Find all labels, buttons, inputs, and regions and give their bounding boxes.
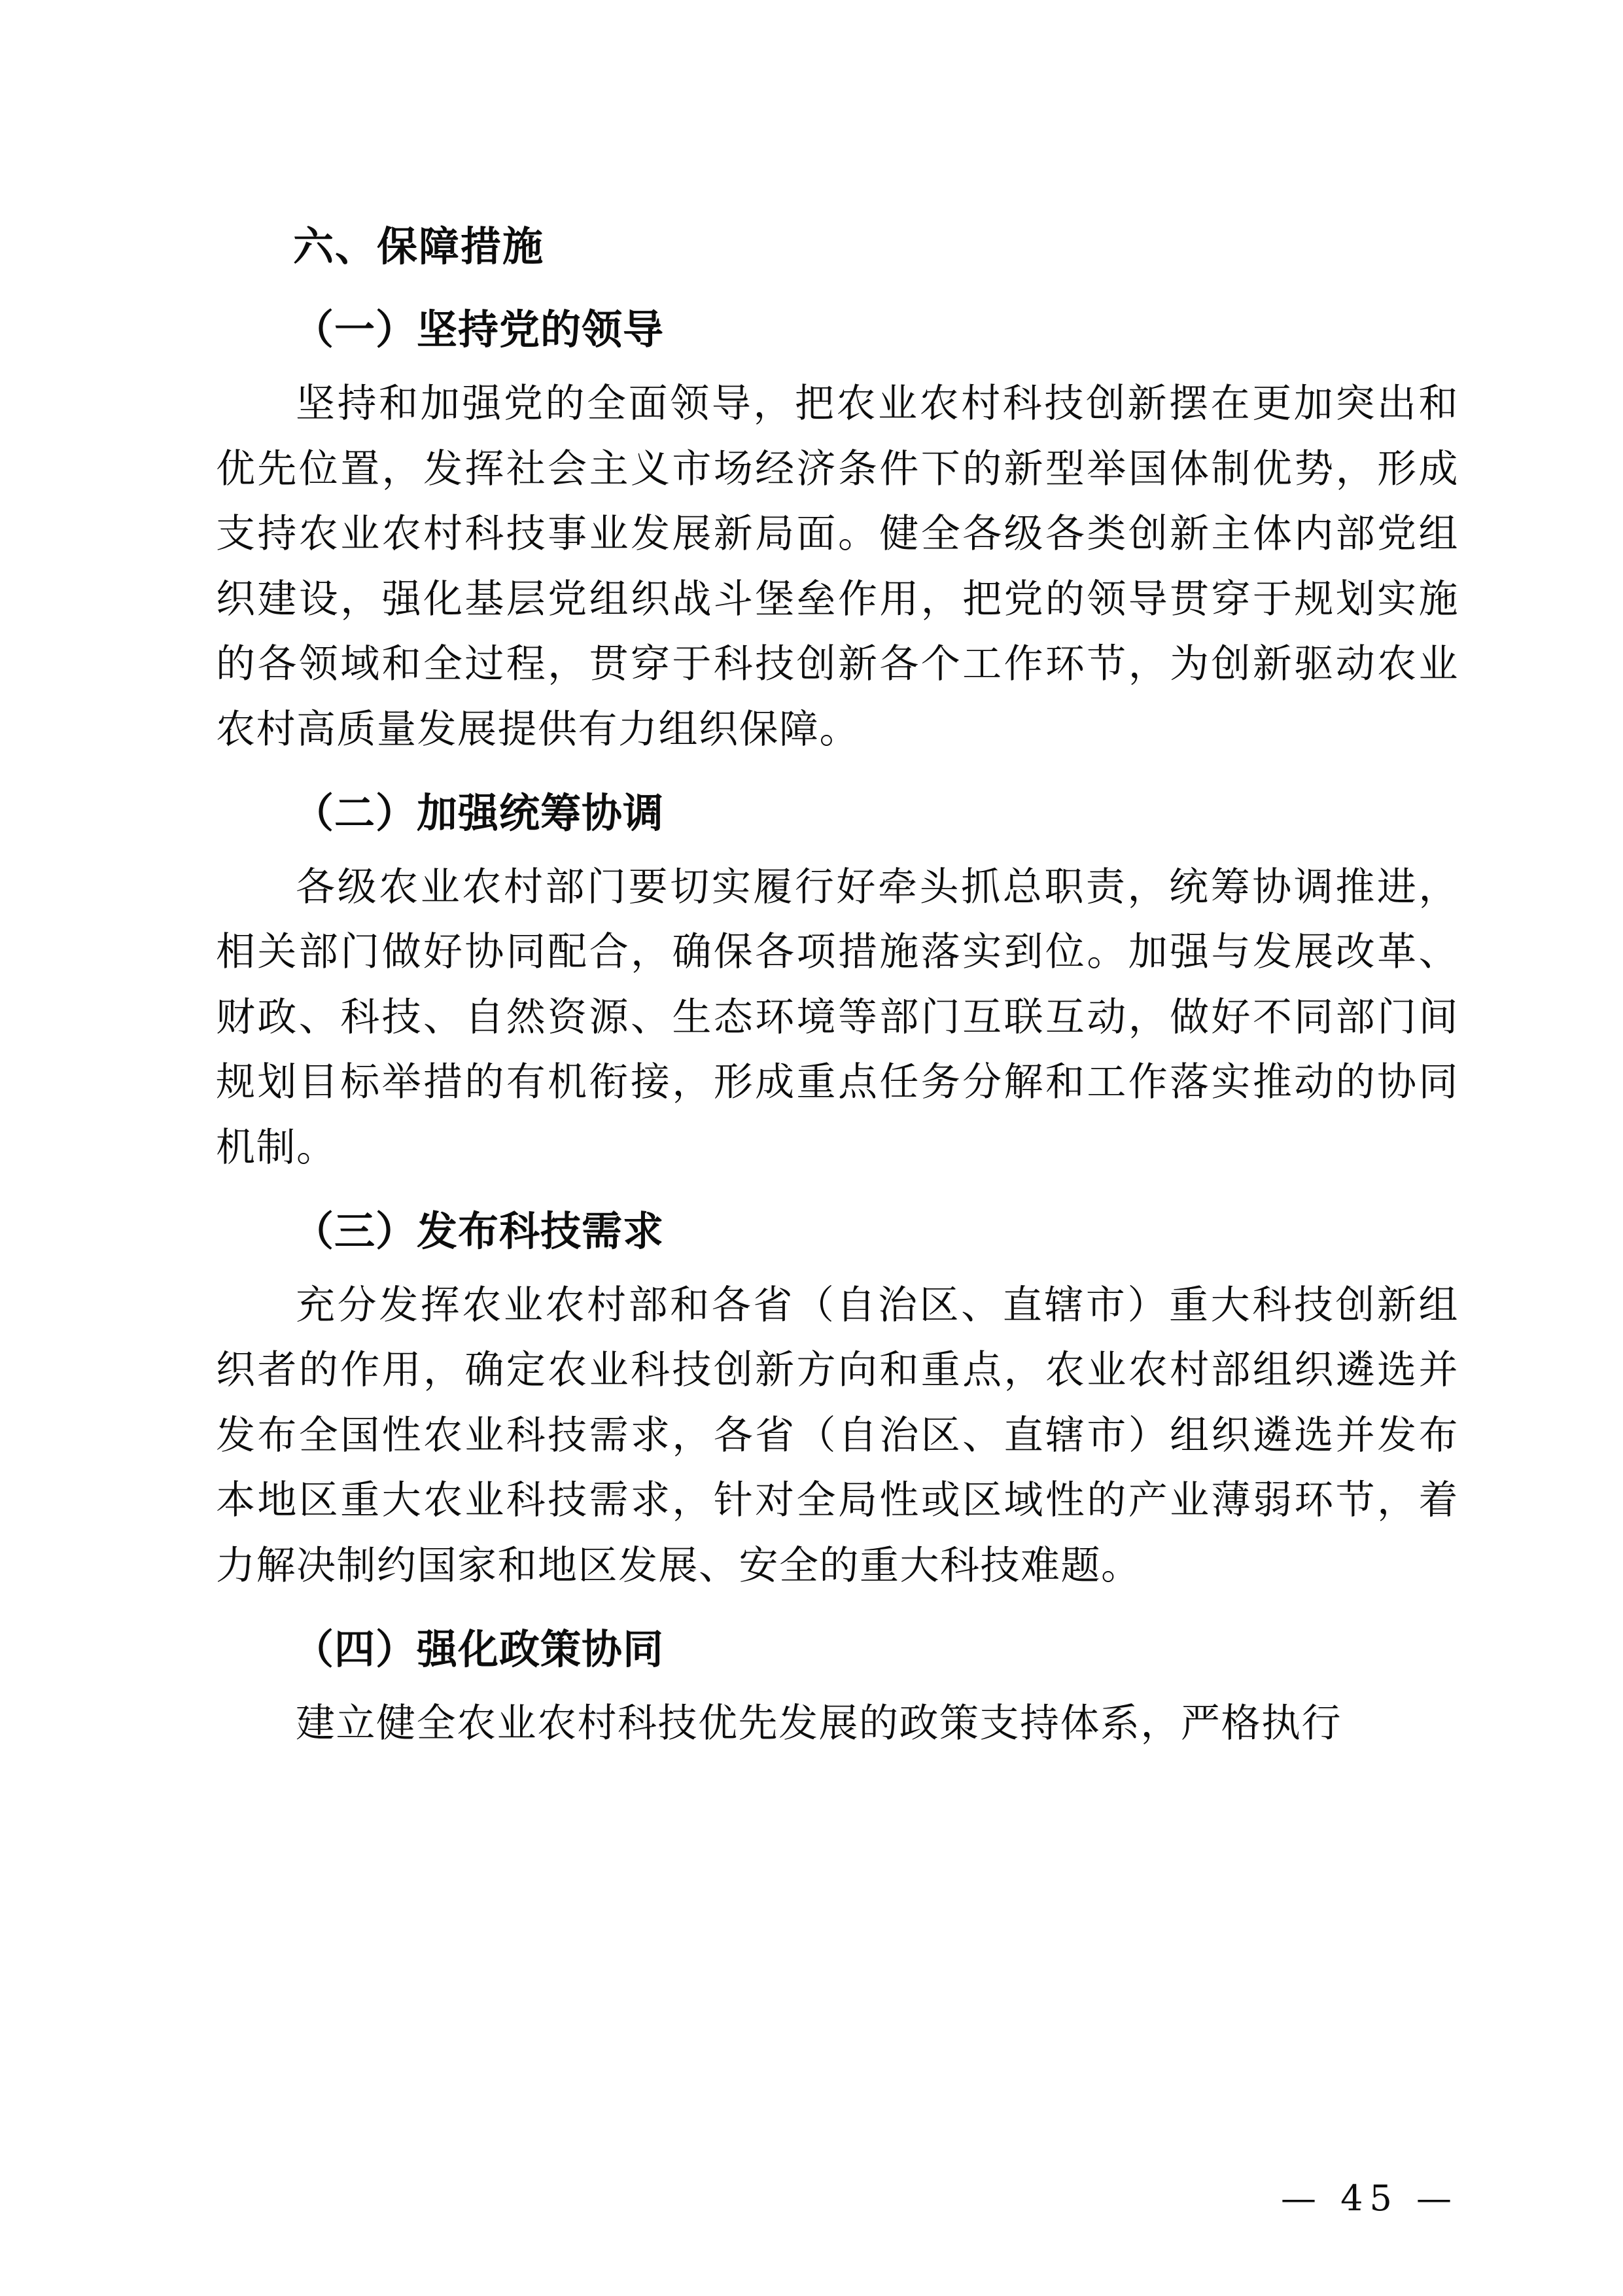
- page-number: — 45 —: [1280, 2178, 1458, 2219]
- subsection-heading-jianchi-dang-de-lingdao: （一）坚持党的领导: [293, 306, 665, 353]
- paragraph-jiaqiang-tongchou-xietiao: 各级农业农村部门要切实履行好牵头抓总职责，统筹协调推进，相关部门做好协同配合，确保各项措施落实到位。加强与发展改革、财政、科技、自然资源、生态环境等部门互联互动，做好不同部门间规划目标举措的有机衔接，形成重点任务分解和工作落实推动的协同机制。: [216, 864, 1459, 1171]
- paragraph-fabu-keji-xuqiu: 充分发挥农业农村部和各省（自治区、直辖市）重大科技创新组织者的作用，确定农业科技创新方向和重点，农业农村部组织遴选并发布全国性农业科技需求，各省（自治区、直辖市）组织遴选并发布本地区重大农业科技需求，针对全局性或区域性的产业薄弱环节，着力解决制约国家和地区发展、安全的重大科技难题。: [216, 1282, 1459, 1589]
- subsection-heading-qianghua-zhengce-xietong: （四）强化政策协同: [293, 1625, 665, 1673]
- document-content: [216, 216, 1459, 1756]
- subsection-heading-fabu-keji-xuqiu: （三）发布科技需求: [293, 1207, 665, 1255]
- subsection-heading-jiaqiang-tongchou-xietiao: （二）加强统筹协调: [293, 788, 665, 837]
- paragraph-qianghua-zhengce-xietong: 建立健全农业农村科技优先发展的政策支持体系，严格执行: [296, 1700, 1342, 1746]
- section-heading-baozhang-cuoshi: 六、保障措施: [293, 222, 545, 270]
- paragraph-jianchi-dang-de-lingdao: 坚持和加强党的全面领导，把农业农村科技创新摆在更加突出和优先位置，发挥社会主义市场经济条件下的新型举国体制优势，形成支持农业农村科技事业发展新局面。健全各级各类创新主体内部党组织建设，强化基层党组织战斗堡垒作用，把党的领导贯穿于规划实施的各领域和全过程，贯穿于科技创新各个工作环节，为创新驱动农业农村高质量发展提供有力组织保障。: [216, 381, 1459, 752]
